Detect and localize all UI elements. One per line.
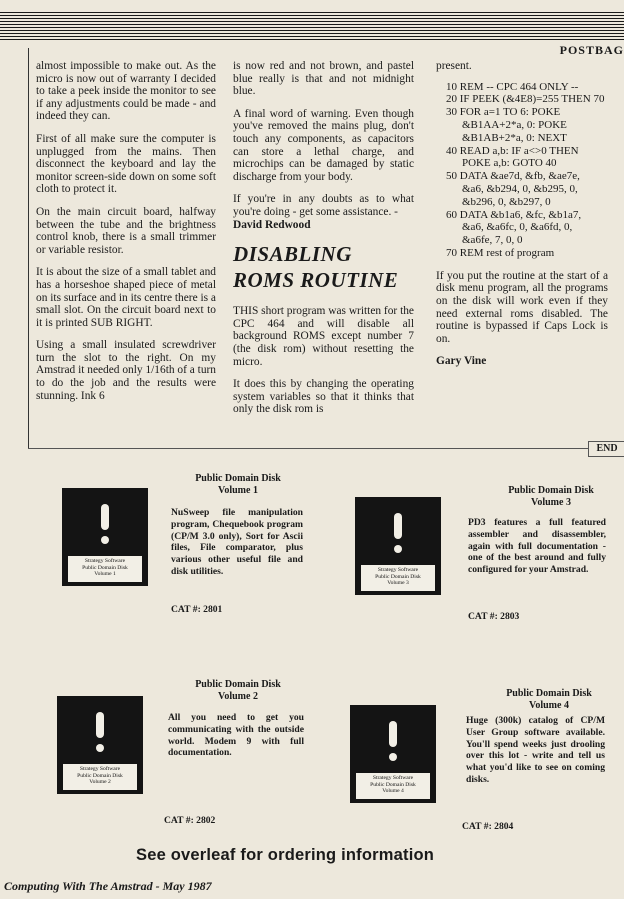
floppy-disk-icon (350, 705, 436, 803)
disk-label: Strategy Software Public Domain Disk Volume 3 (361, 565, 435, 591)
disk-card-volume-4 (328, 670, 624, 850)
code-line: 50 DATA &ae7d, &fb, &ae7e, (446, 170, 580, 183)
code-line: &a6fe, 7, 0, 0 (462, 234, 523, 247)
paragraph: THIS short program was written for the CPC 464 and will disable all background ROMS except number 7 (the disk rom) without resetting the micro. (233, 305, 414, 368)
paragraph: is now red and not brown, and pastel blue really is that and not midnight blue. (233, 60, 414, 98)
floppy-disk-icon (57, 696, 143, 794)
card-description: PD3 features a full featured assembler and disassembler, again with full documentation - one of the best around and fully configured for your Amstrad. (468, 517, 606, 576)
disk-card-volume-3 (328, 450, 624, 650)
ordering-note: See overleaf for ordering information (136, 846, 435, 864)
code-line: &B1AA+2*a, 0: POKE (462, 118, 567, 131)
paragraph: If you're in any doubts as to what you're doing - get some assistance. - (233, 193, 414, 218)
program-listing (446, 81, 608, 260)
article-column-1 (36, 60, 216, 412)
code-line: 60 DATA &b1a6, &fc, &b1a7, (446, 208, 582, 221)
card-title: Public Domain Disk Volume 2 (195, 679, 281, 702)
card-title: Public Domain Disk Volume 4 (506, 688, 592, 711)
code-line: 30 FOR a=1 TO 6: POKE (446, 106, 561, 119)
code-line: POKE a,b: GOTO 40 (462, 157, 557, 170)
disk-label: Strategy Software Public Domain Disk Volume 2 (63, 764, 137, 790)
floppy-disk-icon (62, 488, 148, 586)
disk-label: Strategy Software Public Domain Disk Volume 1 (68, 556, 142, 582)
paragraph: First of all make sure the computer is unplugged from the mains. Then disconnect the keyboard and lay the monitor screen-side down on some soft cloth to protect it. (36, 132, 216, 196)
section-label: POSTBAG (556, 43, 624, 58)
header-rule-lines (0, 12, 624, 42)
article-column-2 (233, 60, 414, 426)
catalog-number: CAT #: 2803 (468, 611, 520, 622)
card-title: Public Domain Disk Volume 1 (195, 473, 281, 496)
code-line: 20 IF PEEK (&4E8)=255 THEN 70 (446, 93, 605, 106)
disk-label: Strategy Software Public Domain Disk Volume 4 (356, 773, 430, 799)
end-rule (28, 448, 588, 449)
disk-card-volume-1 (28, 450, 328, 650)
paragraph: On the main circuit board, halfway between the tube and the brightness control knob, there is a small trimmer or variable resistor. (36, 205, 216, 256)
paragraph: almost impossible to make out. As the micro is now out of warranty I decided to take a peek inside the monitor to see if any adjustments could be made - and indeed they can. (36, 60, 216, 123)
article-column-3 (436, 60, 608, 378)
card-title: Public Domain Disk Volume 3 (508, 485, 594, 508)
advert-panel (28, 450, 624, 878)
floppy-disk-icon (355, 497, 441, 595)
author-signature: Gary Vine (436, 355, 487, 368)
paragraph: It does this by changing the operating system variables so that it thinks that only the disk rom is (233, 378, 414, 416)
code-line: &a6, &b294, 0, &b295, 0, (462, 182, 578, 195)
card-description: Huge (300k) catalog of CP/M User Group software available. You'll spend weeks just drooling over this lot - write and tell us what you'd like to see on coming disks. (466, 715, 605, 785)
paragraph: It is about the size of a small tablet and has a horseshoe shaped piece of metal on its surface and in its centre there is a small slot. On the circuit board next to it is printed SUB RIGHT. (36, 266, 216, 329)
code-line: 40 READ a,b: IF a<>0 THEN (446, 144, 579, 157)
author-signature: David Redwood (233, 218, 311, 231)
card-description: All you need to get you communicating with the outside world. Modem 9 with full documentation. (168, 712, 304, 759)
paragraph: If you put the routine at the start of a disk menu program, all the programs on the disk will work even if they need external roms disabled. The routine is bypassed if Caps Lock is on. (436, 269, 608, 345)
disk-card-volume-2 (28, 670, 328, 850)
card-description: NuSweep file manipulation program, Chequebook program (CP/M 3.0 only), Sort for Ascii files, File comparator, plus various other useful file and disk utilities. (171, 507, 303, 577)
code-line: 10 REM -- CPC 464 ONLY -- (446, 80, 579, 93)
code-line: &a6, &a6fc, 0, &a6fd, 0, (462, 221, 573, 234)
column-rule (28, 48, 29, 448)
catalog-number: CAT #: 2802 (164, 815, 216, 826)
paragraph: Using a small insulated screwdriver turn the slot to the right. On my Amstrad it needed only 1/16th of a turn to do the job and the results were stunning. Ink 6 (36, 339, 216, 402)
page-footer: Computing With The Amstrad - May 1987 (4, 879, 212, 893)
catalog-number: CAT #: 2804 (462, 821, 514, 832)
code-line: &b296, 0, &b297, 0 (462, 195, 551, 208)
article-title: DISABLING ROMS ROUTINE (233, 242, 399, 293)
code-line: 70 REM rest of program (446, 246, 555, 259)
paragraph: A final word of warning. Even though you've removed the mains plug, don't touch any components, as capacitors can store a lethal charge, and microchips can be damaged by static discharge from your body. (233, 107, 414, 183)
end-marker: END (588, 441, 624, 457)
catalog-number: CAT #: 2801 (171, 604, 223, 615)
code-line: &B1AB+2*a, 0: NEXT (462, 131, 567, 144)
paragraph: present. (436, 60, 472, 72)
